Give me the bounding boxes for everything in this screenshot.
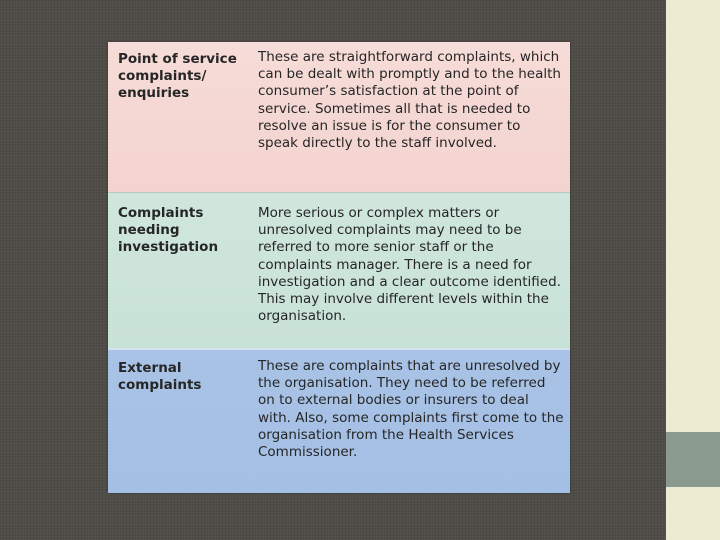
- row-heading: Point of service complaints/ enquiries: [118, 51, 237, 101]
- row-heading: Complaints needing investigation: [118, 205, 219, 255]
- side-accent-block: [666, 432, 720, 487]
- row-description: More serious or complex matters or unresolved complaints may need to be referred to more senior staff or the complaints manager. There is a need for investigation and a clear outcome identified. This may involve different levels within the organisation.: [258, 205, 561, 325]
- table-row-external-complaints: [108, 348, 570, 493]
- row-heading: External complaints: [118, 360, 202, 393]
- row-description: These are complaints that are unresolved by the organisation. They need to be referred on to external bodies or insurers to deal with. Also, some complaints first come to the organisation from the Health Services Commissioner.: [258, 358, 564, 461]
- complaints-table-image: [108, 42, 570, 493]
- table-row-point-of-service: [108, 42, 570, 192]
- row-description: These are straightforward complaints, which can be dealt with promptly and to the health consumer’s satisfaction at the point of service. Sometimes all that is needed to resolve an issue is for the consumer to speak directly to the staff involved.: [258, 49, 561, 152]
- table-row-needing-investigation: [108, 192, 570, 348]
